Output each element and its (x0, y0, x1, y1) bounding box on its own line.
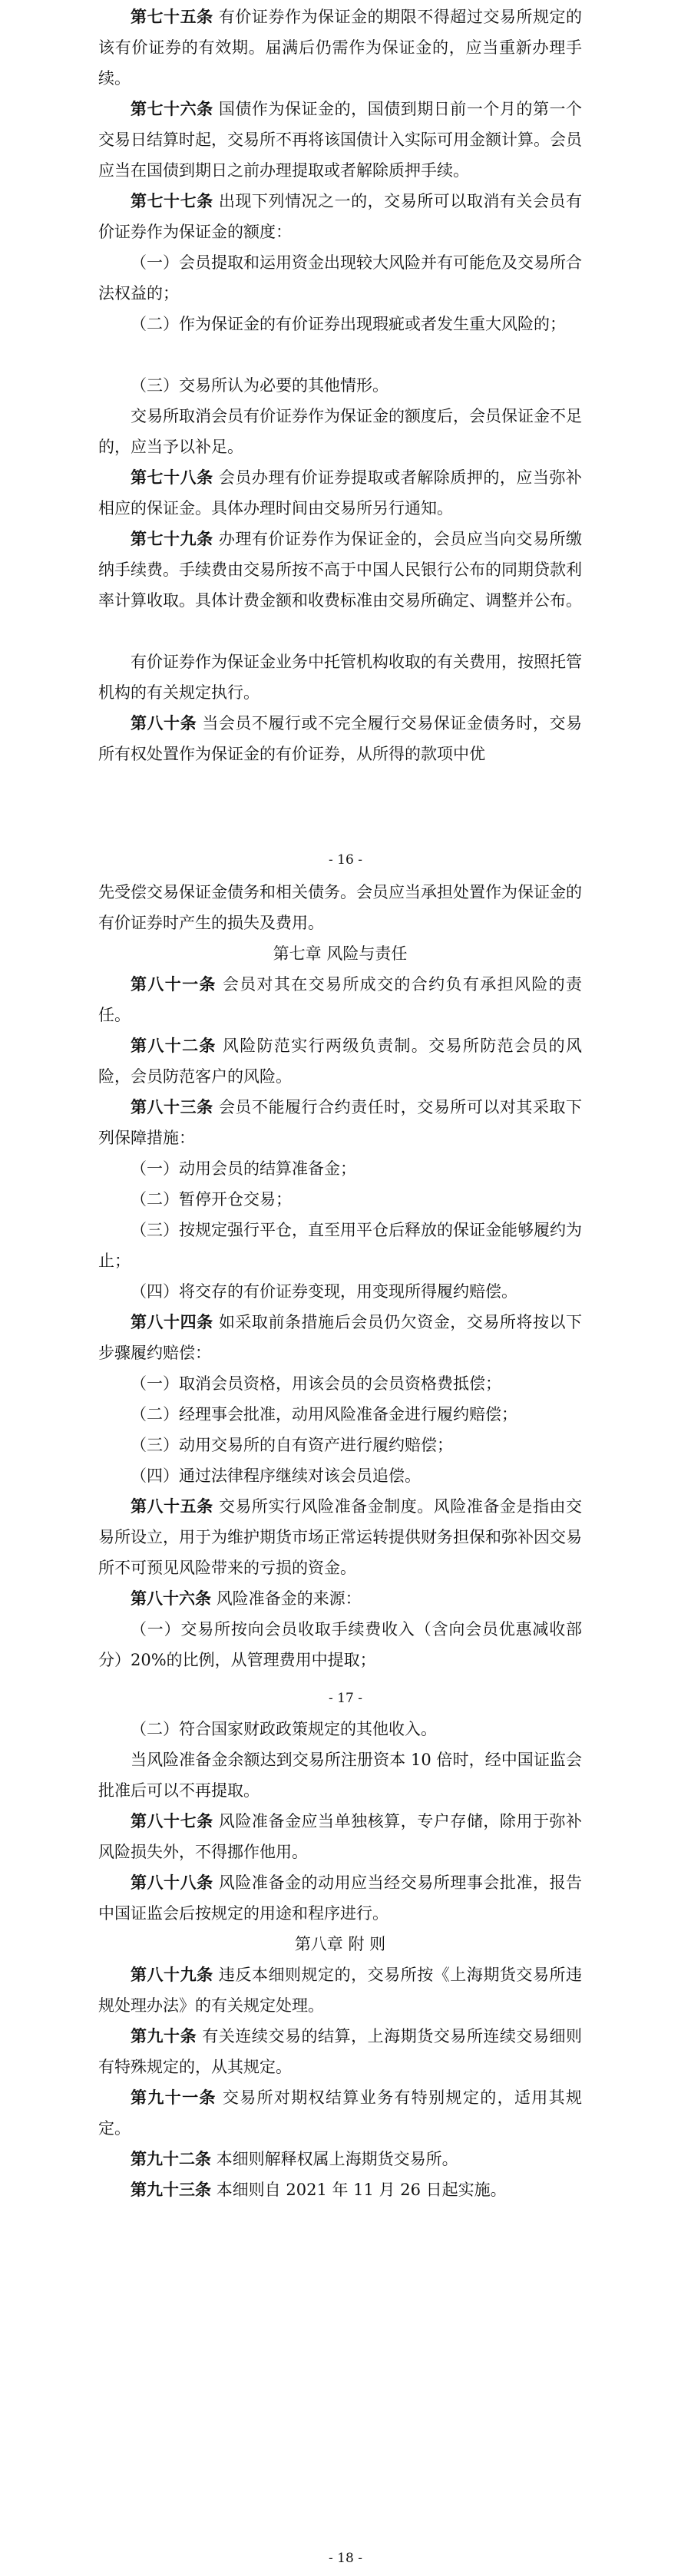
page-number-18: - 18 - (329, 2551, 362, 2566)
article-81 (98, 969, 582, 1030)
article-87-number: 第八十七条 (131, 1811, 213, 1830)
article-86 (98, 1583, 582, 1614)
article-92 (98, 2144, 582, 2174)
article-77-item-2: （二）作为保证金的有价证券出现瑕疵或者发生重大风险的； (131, 315, 566, 333)
article-84 (98, 1307, 582, 1368)
article-80-text: 当会员不履行或不完全履行交易保证金债务时，交易所有权处置作为保证金的有价证券，从所得的款项中优 (98, 714, 583, 763)
article-80-continued: 先受偿交易保证金债务和相关债务。会员应当承担处置作为保证金的有价证券时产生的损失及费用。 (98, 883, 582, 932)
article-91-text: 交易所对期权结算业务有特别规定的，适用其规定。 (98, 2088, 583, 2138)
article-77-text: 出现下列情况之一的，交易所可以取消有关会员有价证券作为保证金的额度： (98, 192, 583, 241)
article-88 (98, 1867, 582, 1929)
article-93 (98, 2174, 582, 2205)
article-82-text: 风险防范实行两级负责制。交易所防范会员的风险，会员防范客户的风险。 (98, 1037, 583, 1086)
article-85 (98, 1491, 582, 1583)
chapter-7-heading: 第七章 风险与责任 (273, 944, 408, 963)
article-75-number: 第七十五条 (131, 7, 213, 26)
article-77 (98, 186, 582, 247)
chapter-8-heading: 第八章 附 则 (294, 1935, 386, 1953)
article-80-number: 第八十条 (131, 713, 197, 732)
article-79 (98, 524, 582, 616)
article-90 (98, 2021, 582, 2082)
article-92-number: 第九十二条 (131, 2149, 211, 2168)
article-91 (98, 2082, 582, 2144)
article-77-item-1: （一）会员提取和运用资金出现较大风险并有可能危及交易所合法权益的； (98, 253, 582, 303)
article-82-number: 第八十二条 (131, 1036, 217, 1055)
article-89-text: 违反本细则规定的，交易所按《上海期货交易所违规处理办法》的有关规定处理。 (98, 1966, 583, 2015)
article-83-item-1: （一）动用会员的结算准备金； (131, 1159, 356, 1178)
article-90-text: 有关连续交易的结算，上海期货交易所连续交易细则有特殊规定的，从其规定。 (98, 2027, 583, 2076)
article-93-text: 本细则自 2021 年 11 月 26 日起实施。 (216, 2181, 507, 2199)
paragraph-reserve-cap: 当风险准备金余额达到交易所注册资本 10 倍时，经中国证监会批准后可以不再提取。 (98, 1751, 582, 1800)
article-84-number: 第八十四条 (131, 1312, 213, 1331)
article-81-number: 第八十一条 (131, 974, 217, 994)
page-number-16: - 16 - (329, 852, 362, 868)
article-83-item-4: （四）将交存的有价证券变现，用变现所得履约赔偿。 (131, 1282, 517, 1301)
article-84-item-3: （三）动用交易所的自有资产进行履约赔偿； (131, 1436, 453, 1454)
article-83 (98, 1092, 582, 1153)
article-83-text: 会员不能履行合约责任时，交易所可以对其采取下列保障措施： (98, 1098, 583, 1147)
article-79-text: 办理有价证券作为保证金的，会员应当向交易所缴纳手续费。手续费由交易所按不高于中国人民银行公布的同期贷款利率计算收取。具体计费金额和收费标准由交易所确定、调整并公布。 (98, 530, 583, 610)
article-89 (98, 1959, 582, 2021)
article-76 (98, 94, 582, 186)
article-89-number: 第八十九条 (131, 1965, 213, 1984)
article-87 (98, 1806, 582, 1867)
article-78-number: 第七十八条 (131, 468, 213, 487)
article-84-text: 如采取前条措施后会员仍欠资金，交易所将按以下步骤履约赔偿： (98, 1313, 583, 1362)
article-82 (98, 1030, 582, 1092)
article-90-number: 第九十条 (131, 2026, 197, 2045)
paragraph-deficit: 交易所取消会员有价证券作为保证金的额度后，会员保证金不足的，应当予以补足。 (98, 407, 582, 456)
article-77-item-3: （三）交易所认为必要的其他情形。 (131, 376, 388, 395)
article-86-number: 第八十六条 (131, 1589, 211, 1608)
page-number-17: - 17 - (329, 1691, 362, 1706)
article-78 (98, 462, 582, 524)
article-77-number: 第七十七条 (131, 191, 213, 210)
article-79-number: 第七十九条 (131, 529, 213, 548)
article-88-text: 风险准备金的动用应当经交易所理事会批准，报告中国证监会后按规定的用途和程序进行。 (98, 1873, 583, 1923)
article-84-item-1: （一）取消会员资格，用该会员的会员资格费抵偿； (131, 1374, 501, 1393)
article-87-text: 风险准备金应当单独核算，专户存储，除用于弥补风险损失外，不得挪作他用。 (98, 1812, 583, 1861)
article-76-text: 国债作为保证金的，国债到期日前一个月的第一个交易日结算时起，交易所不再将该国债计入实际可用金额计算。会员应当在国债到期日之前办理提取或者解除质押手续。 (98, 100, 583, 180)
article-86-text: 风险准备金的来源： (216, 1589, 362, 1608)
article-86-item-1: （一）交易所按向会员收取手续费收入（含向会员优惠减收部分）20%的比例，从管理费用中提取； (98, 1620, 582, 1669)
article-85-number: 第八十五条 (131, 1496, 213, 1516)
article-85-text: 交易所实行风险准备金制度。风险准备金是指由交易所设立，用于为维护期货市场正常运转提供财务担保和弥补因交易所不可预见风险带来的亏损的资金。 (98, 1497, 583, 1577)
article-91-number: 第九十一条 (131, 2088, 217, 2107)
paragraph-custody-fees: 有价证券作为保证金业务中托管机构收取的有关费用，按照托管机构的有关规定执行。 (98, 653, 582, 702)
article-75 (98, 2, 582, 94)
article-83-number: 第八十三条 (131, 1097, 213, 1116)
article-81-text: 会员对其在交易所成交的合约负有承担风险的责任。 (98, 975, 583, 1024)
article-83-item-2: （二）暂停开仓交易； (131, 1190, 292, 1209)
article-76-number: 第七十六条 (131, 99, 213, 118)
article-84-item-2: （二）经理事会批准，动用风险准备金进行履约赔偿； (131, 1405, 517, 1424)
article-86-item-2: （二）符合国家财政政策规定的其他收入。 (131, 1720, 437, 1738)
article-83-item-3: （三）按规定强行平仓，直至用平仓后释放的保证金能够履约为止； (98, 1221, 582, 1270)
article-92-text: 本细则解释权属上海期货交易所。 (216, 2150, 458, 2168)
article-78-text: 会员办理有价证券提取或者解除质押的，应当弥补相应的保证金。具体办理时间由交易所另行通知。 (98, 468, 583, 518)
article-80 (98, 708, 582, 769)
article-75-text: 有价证券作为保证金的期限不得超过交易所规定的该有价证券的有效期。届满后仍需作为保证金的，应当重新办理手续。 (98, 8, 583, 88)
article-93-number: 第九十三条 (131, 2180, 211, 2199)
article-84-item-4: （四）通过法律程序继续对该会员追偿。 (131, 1467, 421, 1485)
article-88-number: 第八十八条 (131, 1873, 213, 1892)
